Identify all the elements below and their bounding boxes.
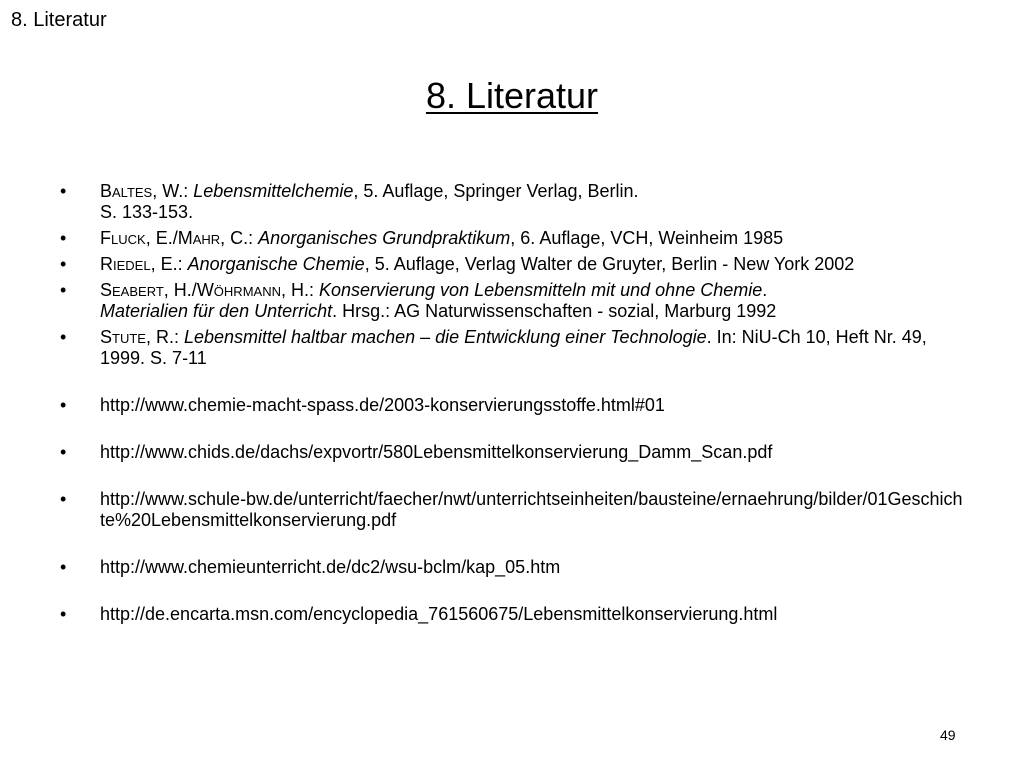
bullet-icon: •	[60, 327, 67, 347]
link-item	[60, 557, 965, 578]
bullet-icon: •	[60, 604, 67, 624]
reference-link[interactable]: http://www.chemieunterricht.de/dc2/wsu-bclm/kap_05.htm	[100, 557, 561, 577]
work-title: Konservierung von Lebensmitteln mit und ohne Chemie	[318, 280, 763, 300]
work-title: Anorganische Chemie	[187, 254, 365, 274]
reference-item-stute	[60, 327, 965, 369]
bullet-icon: •	[60, 557, 67, 577]
author-separator: , E./	[145, 228, 178, 248]
bullet-icon: •	[60, 442, 67, 462]
reference-details: . In: NiU-Ch 10, Heft Nr. 49, 1999. S. 7-11	[100, 327, 927, 368]
reference-link[interactable]: http://www.schule-bw.de/unterricht/faecher/nwt/unterrichtseinheiten/bausteine/ernaehrung/bilder/01Geschichte%20Lebensmittelkonservierung.pdf	[100, 489, 963, 530]
bullet-icon: •	[60, 489, 67, 509]
slide-title: 8. Literatur	[425, 75, 599, 116]
author-name: Baltes	[100, 181, 153, 201]
title-separator: .	[762, 280, 768, 300]
author-name: Stute	[100, 327, 146, 347]
reference-details: , 5. Auflage, Springer Verlag, Berlin.	[353, 181, 639, 201]
work-title: Anorganisches Grundpraktikum	[258, 228, 511, 248]
reference-link[interactable]: http://www.chids.de/dachs/expvortr/580Lebensmittelkonservierung_Damm_Scan.pdf	[100, 442, 773, 462]
link-item	[60, 442, 965, 463]
author-separator: , C.:	[220, 228, 259, 248]
author-name: Seabert	[100, 280, 164, 300]
author-name: Fluck	[100, 228, 146, 248]
reference-line	[100, 181, 965, 202]
reference-item-baltes	[60, 181, 965, 223]
author-name: Wöhrmann	[196, 280, 281, 300]
reference-item-seabert	[60, 280, 965, 322]
reference-item-fluck	[60, 228, 965, 249]
author-separator: , E.:	[150, 254, 188, 274]
bullet-icon: •	[60, 228, 67, 248]
work-title: Lebensmittelchemie	[193, 181, 354, 201]
reference-details: , 6. Auflage, VCH, Weinheim 1985	[510, 228, 784, 248]
reference-list	[60, 181, 965, 630]
reference-link[interactable]: http://www.chemie-macht-spass.de/2003-konservierungsstoffe.html#01	[100, 395, 665, 415]
page-number: 49	[940, 727, 956, 743]
work-title: Lebensmittel haltbar machen – die Entwicklung einer Technologie	[183, 327, 707, 347]
reference-details: , 5. Auflage, Verlag Walter de Gruyter, Berlin - New York 2002	[364, 254, 855, 274]
reference-item-riedel	[60, 254, 965, 275]
corner-title: 8. Literatur	[11, 9, 107, 31]
reference-line	[100, 301, 965, 322]
author-separator: , W.:	[152, 181, 194, 201]
bullet-icon: •	[60, 254, 67, 274]
author-name: Mahr	[177, 228, 221, 248]
author-separator: , H.:	[280, 280, 319, 300]
author-separator: , R.:	[145, 327, 184, 347]
reference-pages: S. 133-153.	[100, 202, 194, 222]
work-subtitle: Materialien für den Unterricht	[100, 301, 333, 321]
author-name: Riedel	[100, 254, 151, 274]
link-item	[60, 604, 965, 625]
author-separator: , H./	[163, 280, 197, 300]
reference-details: . Hrsg.: AG Naturwissenschaften - sozial, Marburg 1992	[332, 301, 777, 321]
link-item	[60, 395, 965, 416]
link-item	[60, 489, 965, 531]
bullet-icon: •	[60, 395, 67, 415]
reference-link[interactable]: http://de.encarta.msn.com/encyclopedia_761560675/Lebensmittelkonservierung.html	[100, 604, 778, 624]
bullet-icon: •	[60, 181, 67, 201]
bullet-icon: •	[60, 280, 67, 300]
